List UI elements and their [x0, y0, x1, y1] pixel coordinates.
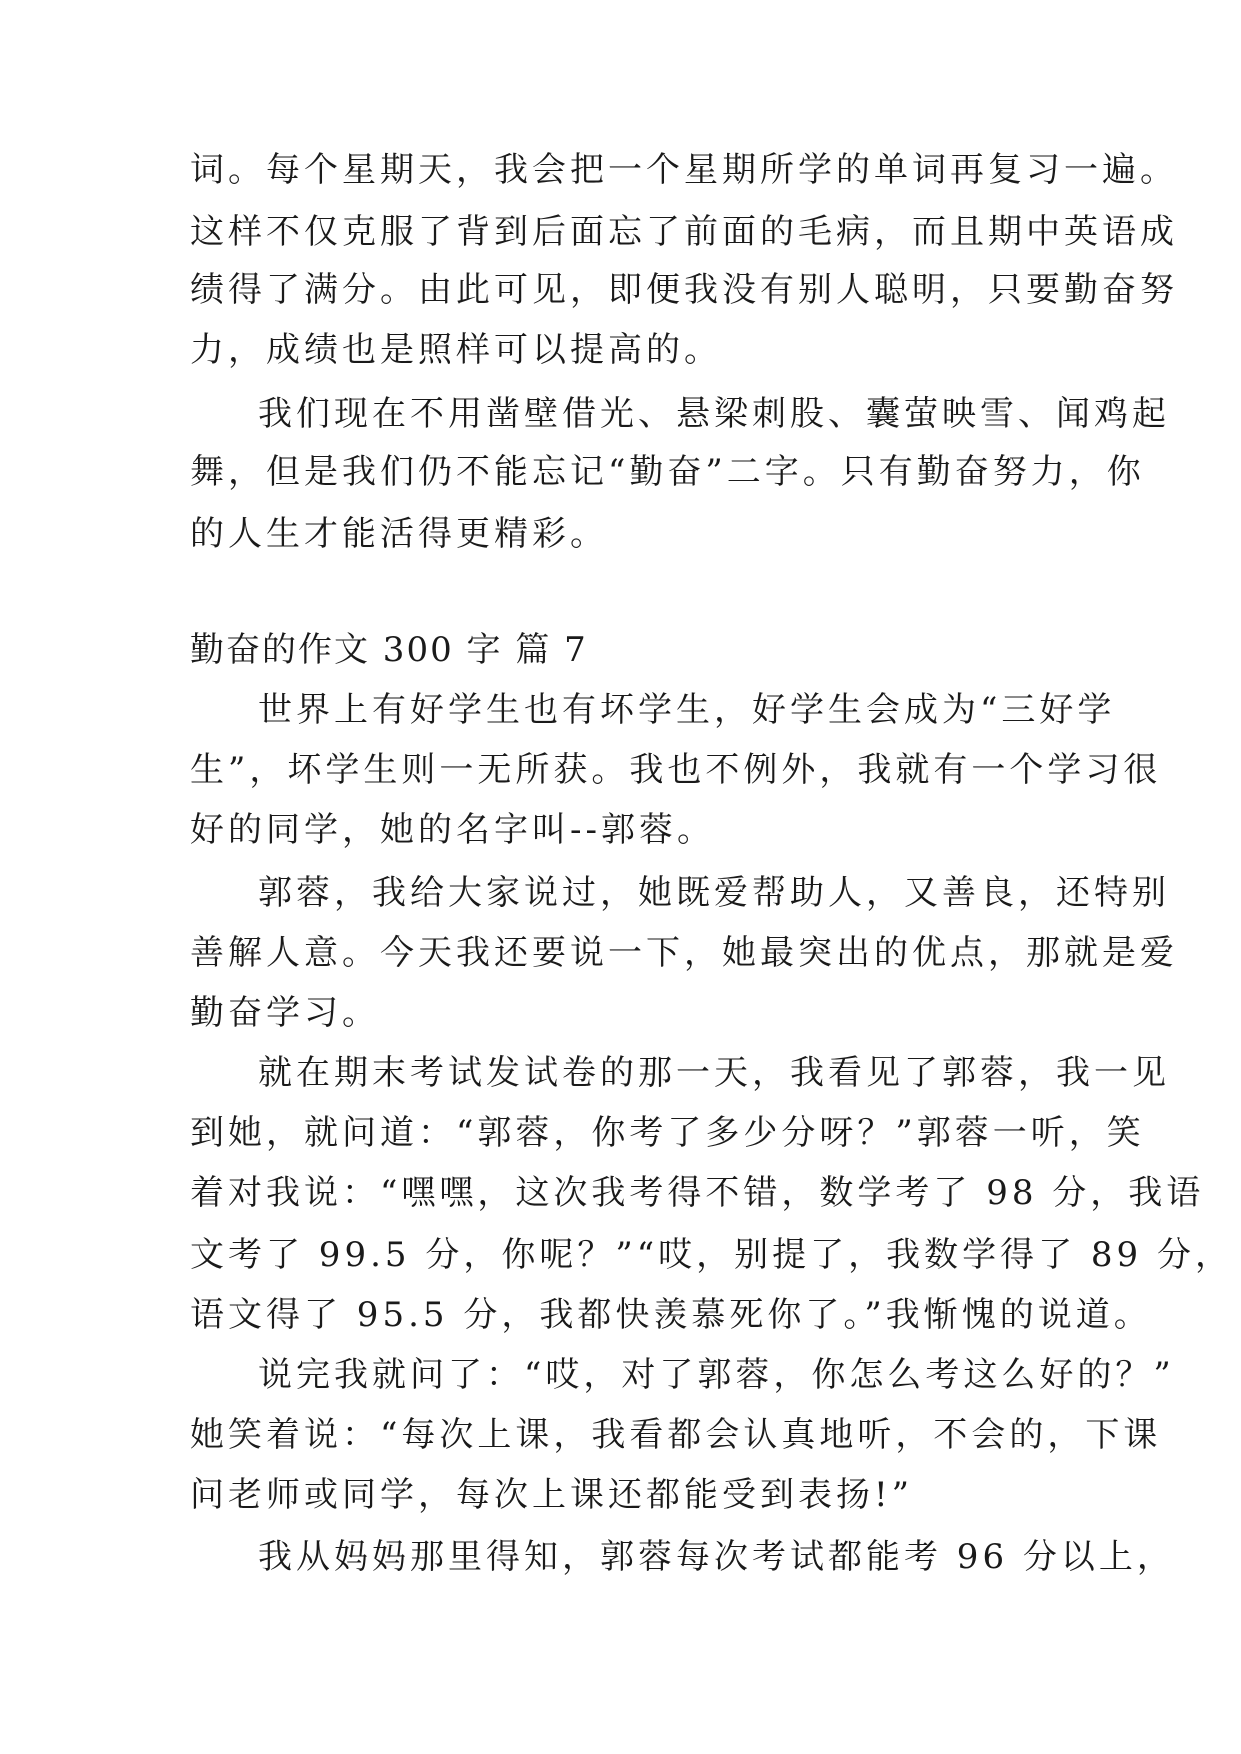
text-line: 这样不仅克服了背到后面忘了前面的毛病，而且期中英语成 [190, 212, 1178, 252]
text-line: 勤奋学习。 [190, 993, 380, 1033]
text-line: 舞，但是我们仍不能忘记“勤奋”二字。只有勤奋努力，你 [190, 452, 1145, 492]
text-line: 好的同学，她的名字叫--郭蓉。 [190, 810, 715, 850]
text-line: 生”，坏学生则一无所获。我也不例外，我就有一个学习很 [190, 750, 1162, 790]
text-line: 着对我说：“嘿嘿，这次我考得不错，数学考了 98 分，我语 [190, 1173, 1205, 1213]
text-line: 说完我就问了：“哎，对了郭蓉，你怎么考这么好的？” [258, 1355, 1175, 1395]
text-line: 我们现在不用凿壁借光、悬梁刺股、囊萤映雪、闻鸡起 [258, 394, 1170, 434]
text-line: 郭蓉，我给大家说过，她既爱帮助人，又善良，还特别 [258, 873, 1170, 913]
text-line: 力，成绩也是照样可以提高的。 [190, 330, 722, 370]
text-line: 我从妈妈那里得知，郭蓉每次考试都能考 96 分以上， [258, 1537, 1175, 1577]
text-line: 语文得了 95.5 分，我都快羡慕死你了。”我惭愧的说道。 [190, 1295, 1152, 1335]
text-line: 世界上有好学生也有坏学生，好学生会成为“三好学 [258, 690, 1116, 730]
text-line: 的人生才能活得更精彩。 [190, 514, 608, 554]
text-line: 词。每个星期天，我会把一个星期所学的单词再复习一遍。 [190, 150, 1178, 190]
text-line: 到她，就问道：“郭蓉，你考了多少分呀？”郭蓉一听，笑 [190, 1113, 1145, 1153]
text-line: 文考了 99.5 分，你呢？”“哎，别提了，我数学得了 89 分， [190, 1235, 1233, 1275]
text-line: 绩得了满分。由此可见，即便我没有别人聪明，只要勤奋努 [190, 270, 1178, 310]
text-line: 善解人意。今天我还要说一下，她最突出的优点，那就是爱 [190, 933, 1178, 973]
text-line: 她笑着说：“每次上课，我看都会认真地听，不会的，下课 [190, 1415, 1162, 1455]
text-line: 问老师或同学，每次上课还都能受到表扬!” [190, 1475, 914, 1515]
section-title: 勤奋的作文 300 字 篇 7 [190, 630, 588, 670]
text-line: 就在期末考试发试卷的那一天，我看见了郭蓉，我一见 [258, 1053, 1170, 1093]
